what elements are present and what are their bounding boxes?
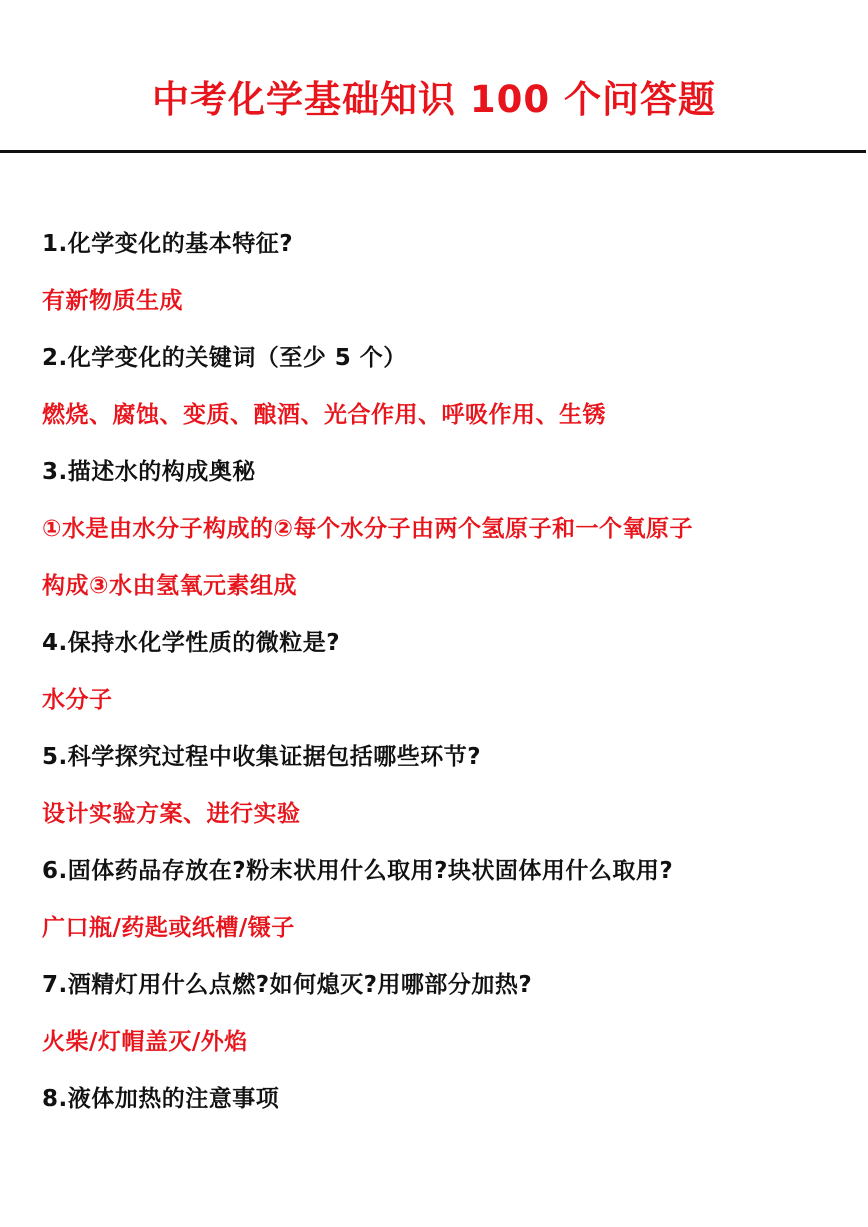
page-title: 中考化学基础知识 100 个问答题 — [152, 78, 716, 121]
answer-5: 设计实验方案、进行实验 — [42, 801, 301, 827]
question-2: 2.化学变化的关键词（至少 5 个） — [42, 345, 407, 371]
question-7: 7.酒精灯用什么点燃?如何熄灭?用哪部分加热? — [42, 972, 533, 998]
question-4: 4.保持水化学性质的微粒是? — [42, 630, 341, 656]
answer-1: 有新物质生成 — [42, 288, 183, 314]
qa-list — [42, 216, 842, 1128]
question-8: 8.液体加热的注意事项 — [42, 1086, 280, 1112]
question-3: 3.描述水的构成奥秘 — [42, 459, 256, 485]
answer-4: 水分子 — [42, 687, 113, 713]
answer-2: 燃烧、腐蚀、变质、酿酒、光合作用、呼吸作用、生锈 — [42, 402, 606, 428]
answer-3-line-2: 构成③水由氢氧元素组成 — [42, 573, 297, 599]
question-5: 5.科学探究过程中收集证据包括哪些环节? — [42, 744, 482, 770]
answer-7: 火柴/灯帽盖灭/外焰 — [42, 1029, 248, 1055]
question-1: 1.化学变化的基本特征? — [42, 231, 294, 257]
answer-6: 广口瓶/药匙或纸槽/镊子 — [42, 915, 295, 941]
title-divider — [0, 150, 866, 153]
question-6: 6.固体药品存放在?粉末状用什么取用?块状固体用什么取用? — [42, 858, 674, 884]
answer-3-line-1: ①水是由水分子构成的②每个水分子由两个氢原子和一个氧原子 — [42, 516, 693, 542]
